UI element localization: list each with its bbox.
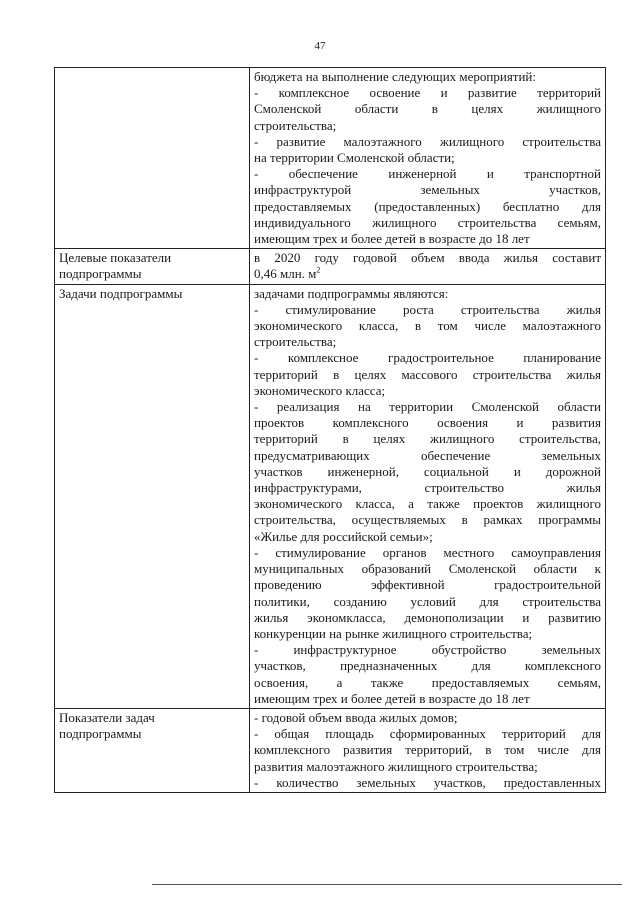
content-line-text: - общая площадь сформированных территорий для — [254, 726, 601, 742]
content-line — [254, 318, 601, 334]
content-line-text: Смоленской области в целях жилищного — [254, 101, 601, 117]
content-line-text: развития малоэтажного жилищного строительства; — [254, 758, 538, 774]
content-line-text: территорий в целях массового строительства жилья — [254, 366, 601, 382]
content-line-text: - реализация на территории Смоленской области — [254, 399, 601, 415]
content-line — [254, 367, 601, 383]
content-line-text: - комплексное освоение и развитие территорий — [254, 85, 601, 101]
content-line — [254, 250, 601, 266]
row-label-line: подпрограммы — [59, 266, 142, 282]
page-number: 47 — [314, 40, 326, 52]
row-label-line: Целевые показатели — [59, 250, 172, 266]
table-row — [55, 249, 606, 284]
row-label-line: Показатели задач — [59, 709, 155, 725]
content-line — [254, 199, 601, 215]
content-line-text: - годовой объем ввода жилых домов; — [254, 709, 458, 725]
content-line-text: территорий в целях жилищного строительства, — [254, 431, 601, 447]
row-label-cell — [55, 249, 250, 284]
content-line — [254, 626, 601, 642]
content-line — [254, 529, 601, 545]
content-line — [254, 266, 601, 282]
content-line-text: индивидуального жилищного строительства семьям, — [254, 214, 601, 230]
row-label-cell — [55, 284, 250, 708]
row-label-line: Задачи подпрограммы — [59, 285, 183, 301]
content-line-text: освоения, а также предоставляемых семьям, — [254, 674, 601, 690]
content-line — [254, 85, 601, 101]
footer-rule — [152, 884, 622, 885]
table-row — [55, 284, 606, 708]
content-line — [254, 383, 601, 399]
row-content-cell — [250, 249, 606, 284]
content-line-text: предусматривающих обеспечение земельных — [254, 447, 601, 463]
content-line — [254, 759, 601, 775]
content-line — [254, 512, 601, 528]
content-line-text: задачами подпрограммы являются: — [254, 285, 449, 301]
content-line-text: комплексного развития территорий, в том числе для — [254, 742, 601, 758]
content-line — [254, 480, 601, 496]
row-content-cell — [250, 708, 606, 792]
content-line-text: 0,46 млн. м — [254, 266, 317, 282]
content-line — [254, 448, 601, 464]
content-line-text: муниципальных образований Смоленской области к — [254, 561, 601, 577]
content-line — [254, 286, 601, 302]
content-line — [254, 710, 601, 726]
content-line-text: - комплексное градостроительное планирование — [254, 350, 601, 366]
content-line-text: «Жилье для российской семьи»; — [254, 528, 433, 544]
content-line-text: - инфраструктурное обустройство земельных — [254, 642, 601, 658]
content-line — [254, 134, 601, 150]
content-line-text: участков, предназначенных для комплексного — [254, 658, 601, 674]
content-line-text: политики, созданию условий для строительства — [254, 593, 601, 609]
content-line-text: инфраструктурами, строительство жилья — [254, 480, 601, 496]
content-line-text: в 2020 году годовой объем ввода жилья составит — [254, 250, 601, 266]
content-line-text: экономического класса; — [254, 382, 386, 398]
table-row — [55, 68, 606, 249]
row-label-cell — [55, 68, 250, 249]
content-line — [254, 182, 601, 198]
content-line-text: проведению эффективной градостроительной — [254, 577, 601, 593]
content-line — [254, 350, 601, 366]
content-line-text: проектов комплексного освоения и развития — [254, 415, 601, 431]
content-line — [254, 231, 601, 247]
content-line-text: имеющим трех и более детей в возрасте до 18 лет — [254, 231, 530, 247]
content-line — [254, 658, 601, 674]
content-line — [254, 610, 601, 626]
content-line — [254, 334, 601, 350]
content-line — [254, 561, 601, 577]
content-line-text: участков инженерной, социальной и дорожной — [254, 463, 601, 479]
content-line-text: конкуренции на рынке жилищного строительства; — [254, 625, 533, 641]
content-line — [254, 775, 601, 791]
row-content-cell — [250, 284, 606, 708]
content-line-text: жилья экономкласса, демонополизации и развитию — [254, 609, 601, 625]
row-label-line: подпрограммы — [59, 726, 142, 742]
content-line-text: - количество земельных участков, предоставленных — [254, 774, 601, 790]
row-content-cell — [250, 68, 606, 249]
content-line-text: строительства; — [254, 334, 337, 350]
content-line — [254, 302, 601, 318]
row-label-cell — [55, 708, 250, 792]
content-line-text: - развитие малоэтажного жилищного строительства — [254, 133, 601, 149]
content-line — [254, 545, 601, 561]
content-line — [254, 150, 601, 166]
content-line — [254, 577, 601, 593]
superscript: 2 — [316, 266, 321, 276]
subprogram-passport-table — [54, 67, 606, 793]
content-line-text: - обеспечение инженерной и транспортной — [254, 166, 601, 182]
content-line — [254, 215, 601, 231]
content-line — [254, 118, 601, 134]
content-line — [254, 675, 601, 691]
content-line-text: экономического класса, в том числе малоэтажного — [254, 318, 601, 334]
content-line-text: имеющим трех и более детей в возрасте до 18 лет — [254, 690, 530, 706]
content-line — [254, 691, 601, 707]
content-line — [254, 101, 601, 117]
content-line — [254, 399, 601, 415]
content-line — [254, 742, 601, 758]
content-line-text: - стимулирование роста строительства жилья — [254, 301, 601, 317]
content-line-text: предоставляемых (предоставленных) бесплатно для — [254, 198, 601, 214]
content-line — [254, 415, 601, 431]
content-line-text: на территории Смоленской области; — [254, 150, 455, 166]
content-line-text: бюджета на выполнение следующих мероприятий: — [254, 69, 537, 84]
content-line — [254, 166, 601, 182]
content-line-text: экономического класса, а также проектов жилищного — [254, 496, 601, 512]
content-line — [254, 594, 601, 610]
content-line-text: инфраструктурой земельных участков, — [254, 182, 601, 198]
content-line — [254, 726, 601, 742]
content-line — [254, 69, 601, 85]
table-row — [55, 708, 606, 792]
content-line — [254, 431, 601, 447]
content-line — [254, 496, 601, 512]
content-line — [254, 464, 601, 480]
content-line-text: строительства; — [254, 117, 337, 133]
content-line-text: строительства, осуществляемых в рамках программы — [254, 512, 601, 528]
content-line-text: - стимулирование органов местного самоуправления — [254, 544, 601, 560]
content-line — [254, 642, 601, 658]
